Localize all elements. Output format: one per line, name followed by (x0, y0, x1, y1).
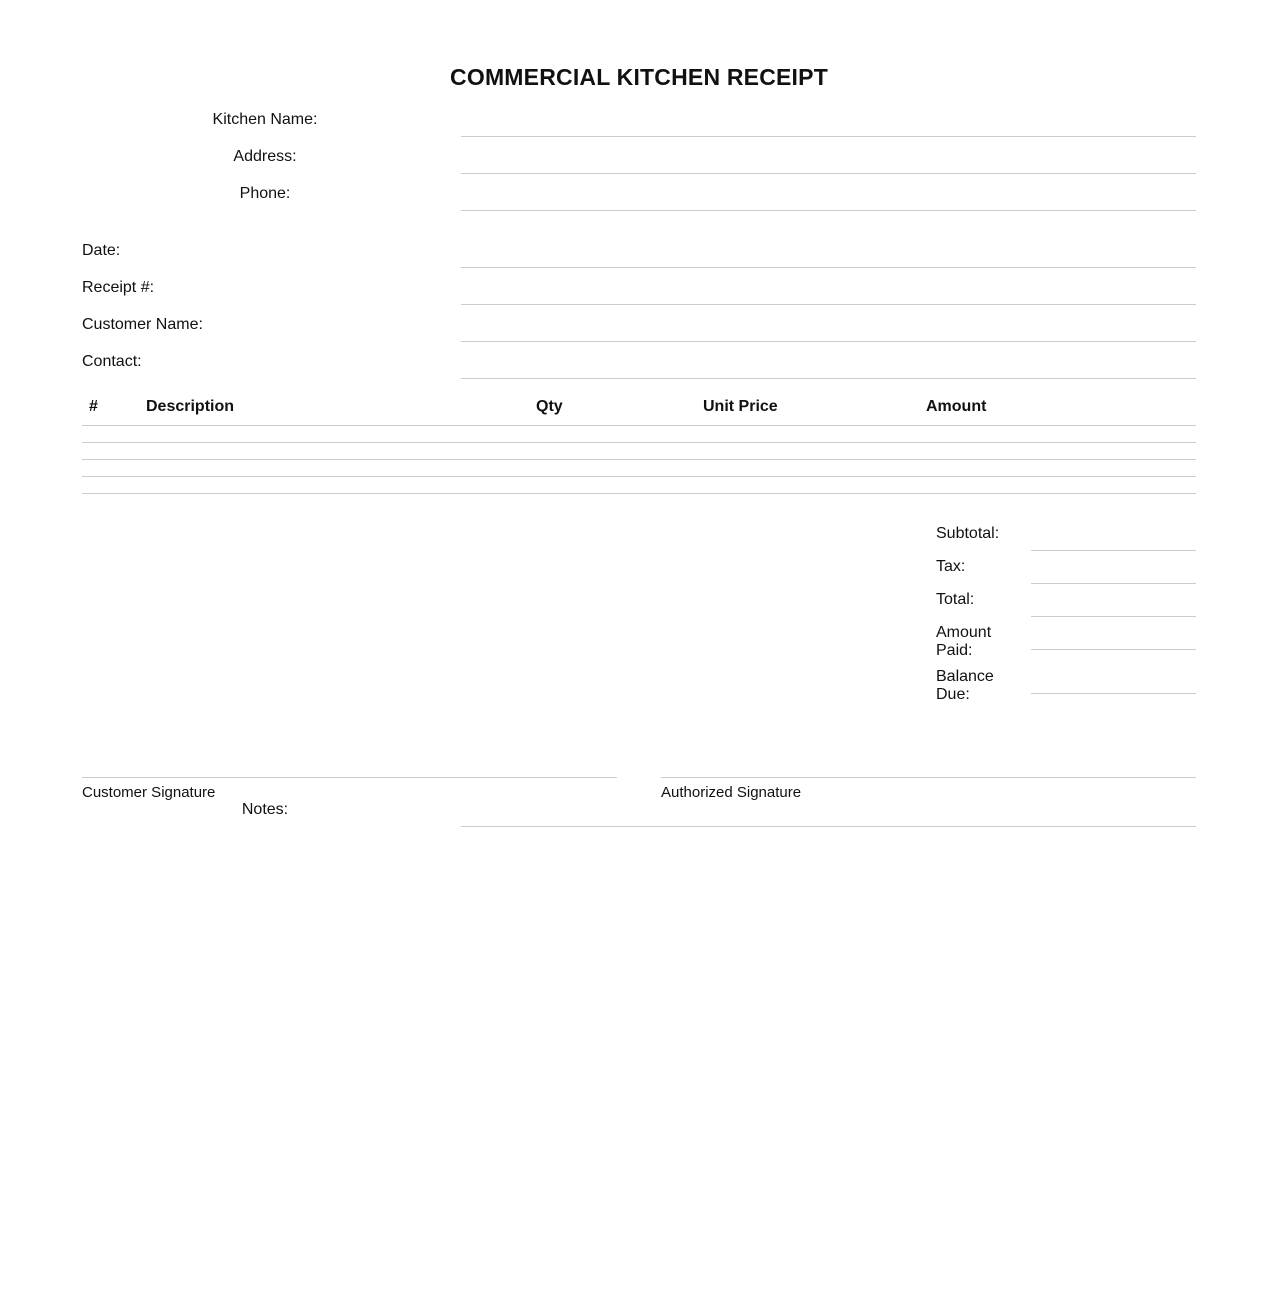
receipt-number-field[interactable] (461, 304, 1196, 305)
notes-label: Notes: (241, 801, 289, 818)
customer-name-label: Customer Name: (82, 316, 203, 333)
total-field[interactable] (1031, 616, 1196, 617)
phone-label: Phone: (239, 185, 291, 202)
amount-paid-label: Amount Paid: (936, 624, 992, 659)
table-row[interactable] (82, 442, 1196, 443)
date-field[interactable] (461, 267, 1196, 268)
table-row[interactable] (82, 493, 1196, 494)
table-header-divider (82, 425, 1196, 426)
kitchen-name-label: Kitchen Name: (212, 111, 318, 128)
column-header-number: # (89, 398, 98, 415)
column-header-unit-price: Unit Price (703, 398, 778, 415)
tax-field[interactable] (1031, 583, 1196, 584)
contact-label: Contact: (82, 353, 142, 370)
receipt-number-label: Receipt #: (82, 279, 155, 296)
balance-due-label: Balance Due: (936, 668, 994, 703)
page-title: COMMERCIAL KITCHEN RECEIPT (450, 64, 828, 90)
amount-paid-field[interactable] (1031, 649, 1196, 650)
authorized-signature-label: Authorized Signature (661, 784, 802, 801)
contact-field[interactable] (461, 378, 1196, 379)
phone-field[interactable] (461, 210, 1196, 211)
balance-due-field[interactable] (1031, 693, 1196, 694)
address-field[interactable] (461, 173, 1196, 174)
subtotal-field[interactable] (1031, 550, 1196, 551)
notes-field[interactable] (461, 826, 1196, 827)
address-label: Address: (233, 148, 297, 165)
subtotal-label: Subtotal: (936, 525, 1000, 542)
customer-signature-label: Customer Signature (82, 784, 216, 801)
tax-label: Tax: (936, 558, 966, 575)
table-row[interactable] (82, 459, 1196, 460)
kitchen-name-field[interactable] (461, 136, 1196, 137)
authorized-signature-line[interactable] (661, 777, 1196, 778)
date-label: Date: (82, 242, 121, 259)
column-header-amount: Amount (926, 398, 987, 415)
column-header-description: Description (146, 398, 235, 415)
table-row[interactable] (82, 476, 1196, 477)
total-label: Total: (936, 591, 975, 608)
customer-signature-line[interactable] (82, 777, 617, 778)
column-header-qty: Qty (536, 398, 563, 415)
customer-name-field[interactable] (461, 341, 1196, 342)
